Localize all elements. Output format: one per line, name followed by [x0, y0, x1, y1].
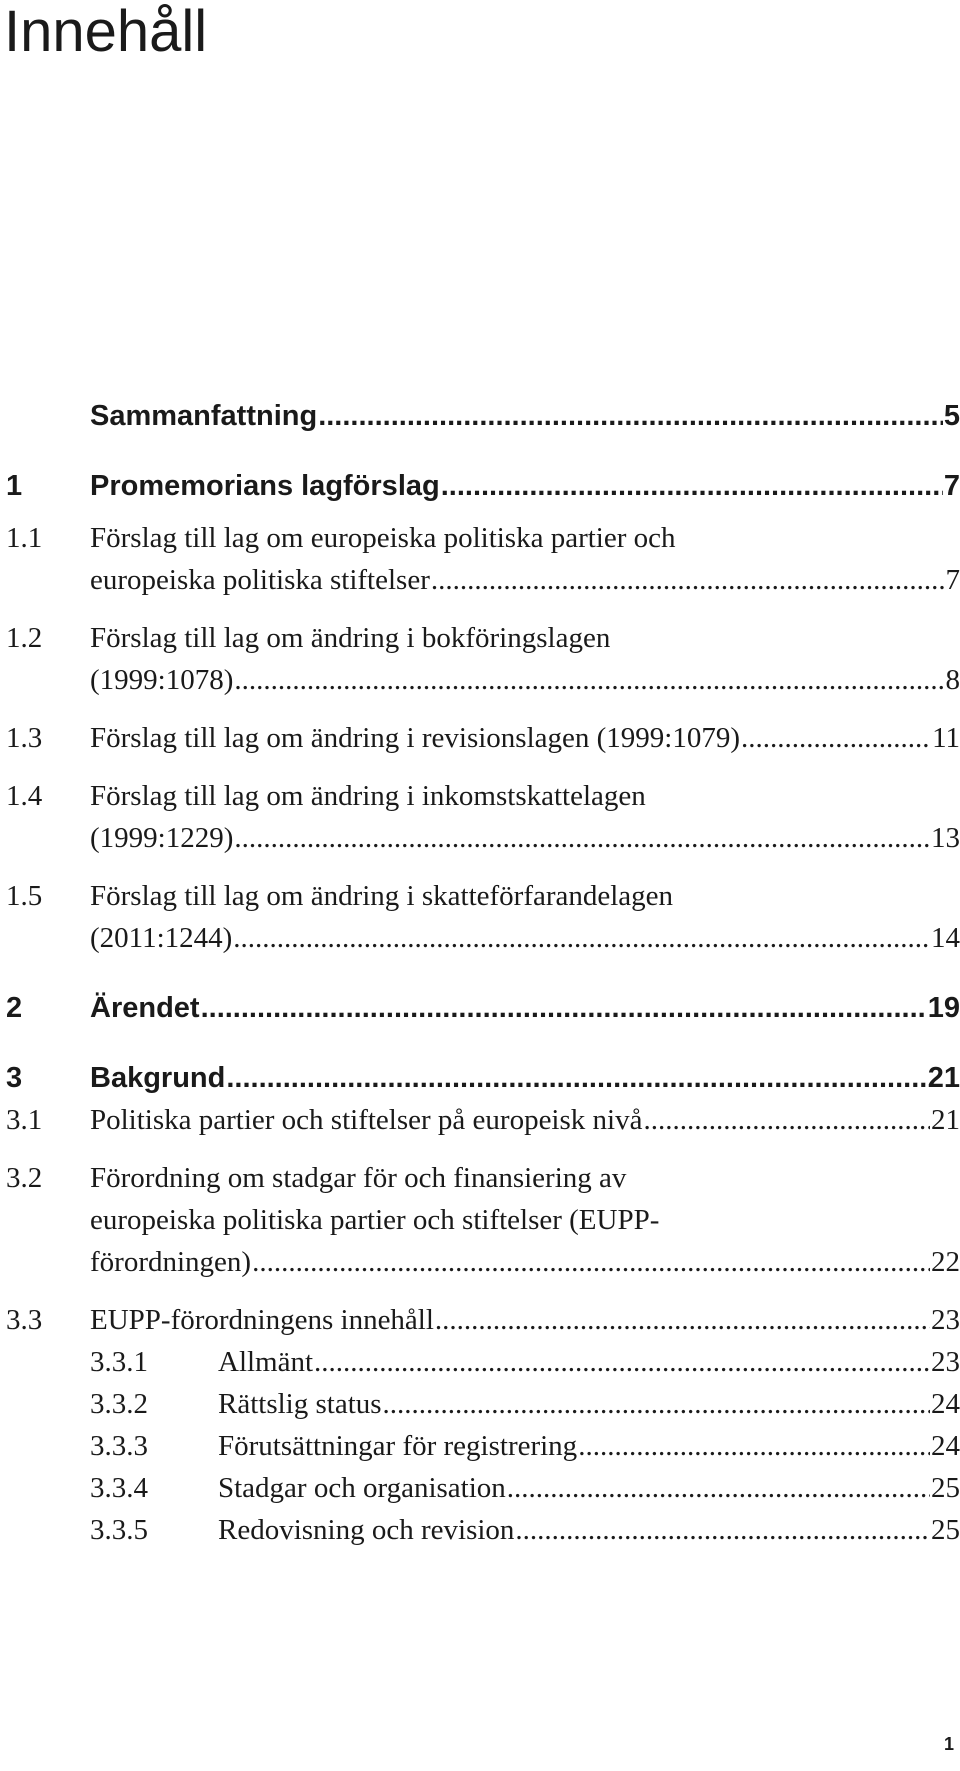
toc-entry-page: 24 — [931, 1388, 960, 1420]
toc-entry-title: Förslag till lag om ändring i revisionslagen (1999:1079) — [90, 722, 740, 754]
dot-leader — [383, 1383, 930, 1425]
toc-entry-number: 3.3.1 — [90, 1346, 148, 1378]
dot-leader — [233, 917, 930, 959]
toc-entry[interactable] — [6, 775, 960, 859]
toc-entry-page: 23 — [931, 1346, 960, 1378]
toc-entry[interactable] — [6, 717, 960, 759]
toc-entry-title: Förslag till lag om ändring i skatteförfarandelagen — [90, 880, 674, 912]
toc-entry-page: 14 — [931, 922, 960, 954]
toc-entry-title: Förslag till lag om ändring i bokföringslagen — [90, 622, 611, 654]
toc-entry[interactable] — [6, 1099, 960, 1141]
toc-entry-title: Sammanfattning — [90, 400, 318, 432]
page-number: 1 — [943, 1734, 954, 1754]
dot-leader — [201, 987, 927, 1029]
toc-entry-page: 25 — [931, 1514, 960, 1546]
toc-entry-title: Allmänt — [218, 1346, 314, 1378]
toc-entry[interactable] — [6, 617, 960, 701]
toc-entry-number: 1 — [6, 470, 23, 502]
dot-leader — [515, 1509, 930, 1551]
toc-entry-page: 24 — [931, 1430, 960, 1462]
toc-entry-title: Politiska partier och stiftelser på europeisk nivå — [90, 1104, 643, 1136]
toc-entry-title: Stadgar och organisation — [218, 1472, 506, 1504]
dot-leader — [318, 395, 943, 437]
toc-entry-page: 7 — [945, 564, 960, 596]
toc-entry-page: 5 — [943, 400, 960, 432]
table-of-contents — [6, 395, 960, 1551]
toc-entry-page: 23 — [931, 1304, 960, 1336]
toc-entry-page: 22 — [931, 1246, 960, 1278]
toc-entry-number: 1.2 — [6, 622, 43, 654]
toc-entry-title: Bakgrund — [90, 1062, 226, 1094]
page-title: Innehåll — [4, 0, 208, 64]
toc-entry-title: Promemorians lagförslag — [90, 470, 440, 502]
toc-entry[interactable] — [6, 395, 960, 437]
toc-entry-page: 25 — [931, 1472, 960, 1504]
toc-entry-number: 3.3.5 — [90, 1514, 148, 1546]
toc-entry-number: 3.3.4 — [90, 1472, 148, 1504]
toc-entry-number: 1.3 — [6, 722, 43, 754]
toc-entry-number: 3.3 — [6, 1304, 43, 1336]
toc-entry-number: 1.4 — [6, 780, 43, 812]
toc-entry-number: 3.2 — [6, 1162, 43, 1194]
dot-leader — [741, 717, 931, 759]
toc-entry-number: 1.1 — [6, 522, 43, 554]
toc-entry[interactable] — [6, 1057, 960, 1099]
toc-entry-title: Förslag till lag om ändring i inkomstskattelagen — [90, 780, 646, 812]
toc-entry-page: 8 — [945, 664, 960, 696]
toc-entry[interactable] — [6, 987, 960, 1029]
toc-entry-title: Förutsättningar för registrering — [218, 1430, 578, 1462]
toc-entry-title: Ärendet — [90, 992, 200, 1024]
toc-entry-title: (1999:1078) — [90, 664, 234, 696]
toc-entry-page: 19 — [927, 992, 960, 1024]
toc-entry-page: 11 — [932, 722, 960, 754]
dot-leader — [643, 1099, 930, 1141]
toc-entry[interactable] — [6, 517, 960, 601]
dot-leader — [507, 1467, 930, 1509]
toc-entry-title: Förordning om stadgar för och finansiering av — [90, 1162, 627, 1194]
toc-entry[interactable] — [6, 1341, 960, 1383]
dot-leader — [314, 1341, 930, 1383]
toc-entry-page: 21 — [931, 1104, 960, 1136]
toc-entry-page: 21 — [927, 1062, 960, 1094]
toc-entry[interactable] — [6, 465, 960, 507]
toc-entry-title: (2011:1244) — [90, 922, 233, 954]
toc-entry[interactable] — [6, 1425, 960, 1467]
dot-leader — [441, 465, 943, 507]
toc-entry-number: 3 — [6, 1062, 23, 1094]
toc-entry[interactable] — [6, 1157, 960, 1283]
toc-entry-title: Rättslig status — [218, 1388, 382, 1420]
dot-leader — [578, 1425, 930, 1467]
toc-entry-title: Förslag till lag om europeiska politiska partier och — [90, 522, 676, 554]
toc-entry[interactable] — [6, 875, 960, 959]
toc-entry-title: Redovisning och revision — [218, 1514, 515, 1546]
dot-leader — [226, 1057, 926, 1099]
dot-leader — [252, 1241, 930, 1283]
dot-leader — [234, 817, 930, 859]
toc-entry[interactable] — [6, 1467, 960, 1509]
dot-leader — [435, 1299, 930, 1341]
toc-entry-title: europeiska politiska partier och stiftelser (EUPP- — [90, 1204, 660, 1236]
toc-entry-title: europeiska politiska stiftelser — [90, 564, 430, 596]
toc-entry-title: EUPP-förordningens innehåll — [90, 1304, 434, 1336]
toc-entry-number: 3.3.2 — [90, 1388, 148, 1420]
toc-entry-title: förordningen) — [90, 1246, 252, 1278]
dot-leader — [431, 559, 945, 601]
toc-entry-number: 3.3.3 — [90, 1430, 148, 1462]
toc-entry[interactable] — [6, 1299, 960, 1341]
toc-entry-title: (1999:1229) — [90, 822, 234, 854]
dot-leader — [234, 659, 944, 701]
toc-entry-number: 2 — [6, 992, 23, 1024]
toc-entry[interactable] — [6, 1509, 960, 1551]
toc-entry-page: 13 — [931, 822, 960, 854]
toc-entry[interactable] — [6, 1383, 960, 1425]
toc-entry-page: 7 — [943, 470, 960, 502]
toc-entry-number: 3.1 — [6, 1104, 43, 1136]
toc-entry-number: 1.5 — [6, 880, 43, 912]
